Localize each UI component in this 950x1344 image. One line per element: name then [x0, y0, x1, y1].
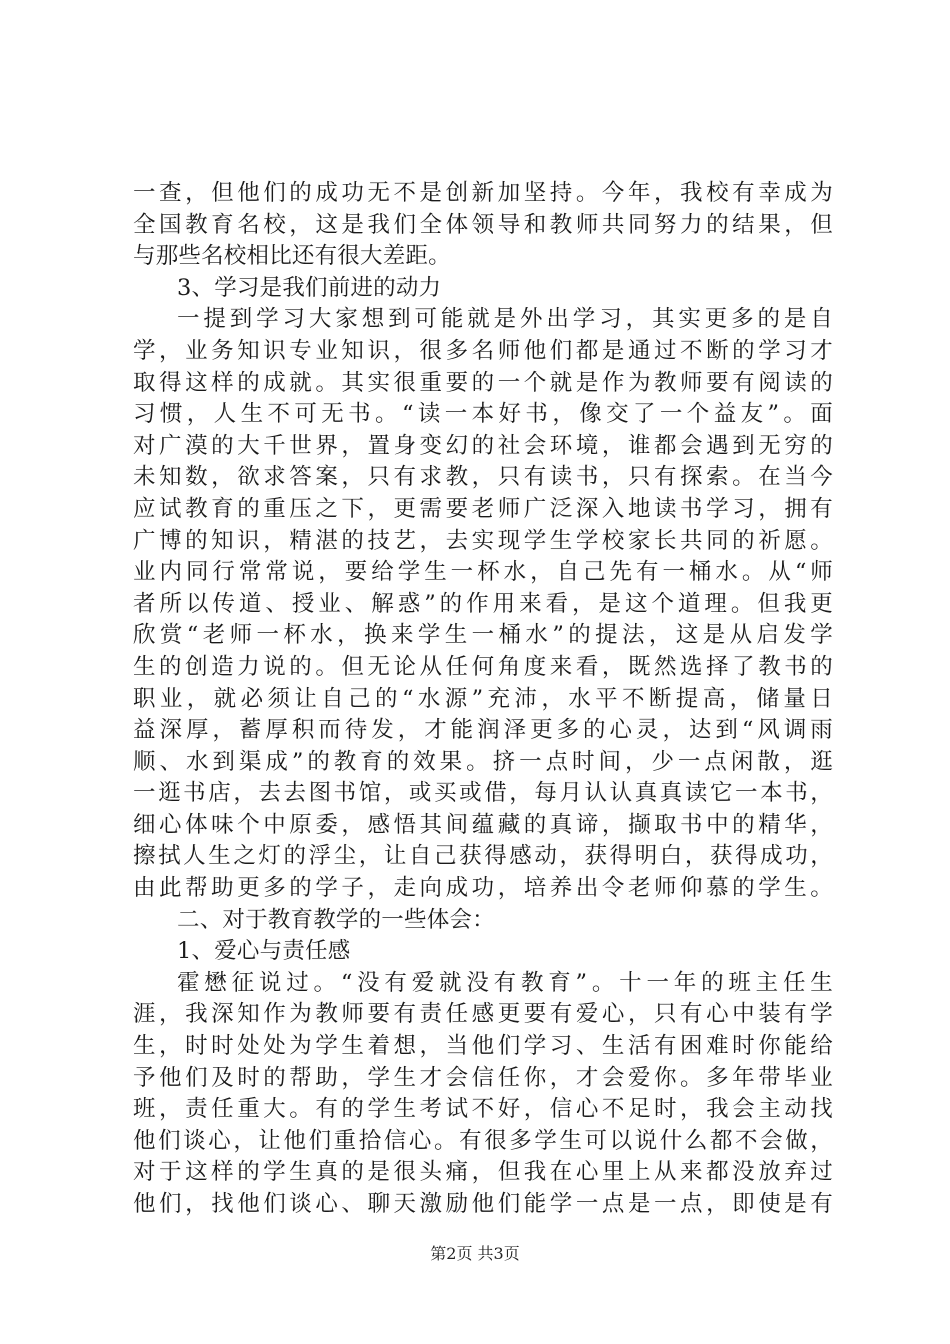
- section-heading: 3、学习是我们前进的动力: [177, 274, 442, 301]
- text-line: 学，业务知识专业知识，很多名师他们都是通过不断的学习才: [133, 337, 833, 364]
- text-line: 未知数，欲求答案，只有求教，只有读书，只有探索。在当今: [133, 464, 833, 491]
- text-line: 擦拭人生之灯的浮尘，让自己获得感动，获得明白，获得成功，: [133, 843, 833, 870]
- text-line: 他们，找他们谈心、聊天激励他们能学一点是一点，即使是有: [133, 1191, 833, 1217]
- text-line: 霍懋征说过。“没有爱就没有教育”。十一年的班主任生: [177, 969, 833, 996]
- text-line: 取得这样的成就。其实很重要的一个就是作为教师要有阅读的: [133, 369, 833, 396]
- text-line: 应试教育的重压之下，更需要老师广泛深入地读书学习，拥有: [133, 495, 833, 522]
- text-line: 一逛书店，去去图书馆，或买或借，每月认认真真读它一本书，: [133, 780, 833, 807]
- text-line: 职业，就必须让自己的“水源”充沛，水平不断提高，储量日: [133, 685, 833, 712]
- text-line: 一提到学习大家想到可能就是外出学习，其实更多的是自: [177, 306, 833, 333]
- text-line: 涯，我深知作为教师要有责任感更要有爱心，只有心中装有学: [133, 1001, 833, 1028]
- section-heading: 1、爱心与责任感: [177, 938, 351, 965]
- page-footer: 第2页 共3页: [430, 1244, 520, 1263]
- section-heading: 二、对于教育教学的一些体会：: [177, 906, 495, 933]
- text-line: 生的创造力说的。但无论从任何角度来看，既然选择了教书的: [133, 653, 833, 680]
- text-line: 顺、水到渠成”的教育的效果。挤一点时间，少一点闲散，逛: [133, 748, 833, 775]
- text-line: 与那些名校相比还有很大差距。: [133, 243, 451, 270]
- text-line: 他们谈心，让他们重拾信心。有很多学生可以说什么都不会做，: [133, 1127, 833, 1154]
- text-line: 习惯，人生不可无书。“读一本好书，像交了一个益友”。面: [133, 401, 833, 428]
- text-line: 生，时时处处为学生着想，当他们学习、生活有困难时你能给: [133, 1033, 833, 1060]
- text-line: 全国教育名校，这是我们全体领导和教师共同努力的结果，但: [133, 211, 833, 238]
- text-line: 对于这样的学生真的是很头痛，但我在心里上从来都没放弃过: [133, 1159, 833, 1186]
- text-line: 细心体味个中原委，感悟其间蕴藏的真谛，撷取书中的精华，: [133, 811, 833, 838]
- body-text: [133, 178, 833, 1221]
- text-line: 者所以传道、授业、解惑”的作用来看，是这个道理。但我更: [133, 590, 833, 617]
- text-line: 一查，但他们的成功无不是创新加坚持。今年，我校有幸成为: [133, 180, 833, 206]
- text-line: 对广漠的大千世界，置身变幻的社会环境，谁都会遇到无穷的: [133, 432, 833, 459]
- text-line: 欣赏“老师一杯水，换来学生一桶水”的提法，这是从启发学: [133, 622, 833, 649]
- text-line: 业内同行常常说，要给学生一杯水，自己先有一桶水。从“师: [133, 559, 833, 586]
- text-line: 广博的知识，精湛的技艺，去实现学生学校家长共同的祈愿。: [133, 527, 833, 554]
- text-line: 益深厚，蓄厚积而待发，才能润泽更多的心灵，达到“风调雨: [133, 717, 833, 744]
- text-line: 予他们及时的帮助，学生才会信任你，才会爱你。多年带毕业: [133, 1064, 833, 1091]
- text-line: 由此帮助更多的学子，走向成功，培养出令老师仰慕的学生。: [133, 875, 833, 902]
- text-line: 班，责任重大。有的学生考试不好，信心不足时，我会主动找: [133, 1096, 833, 1123]
